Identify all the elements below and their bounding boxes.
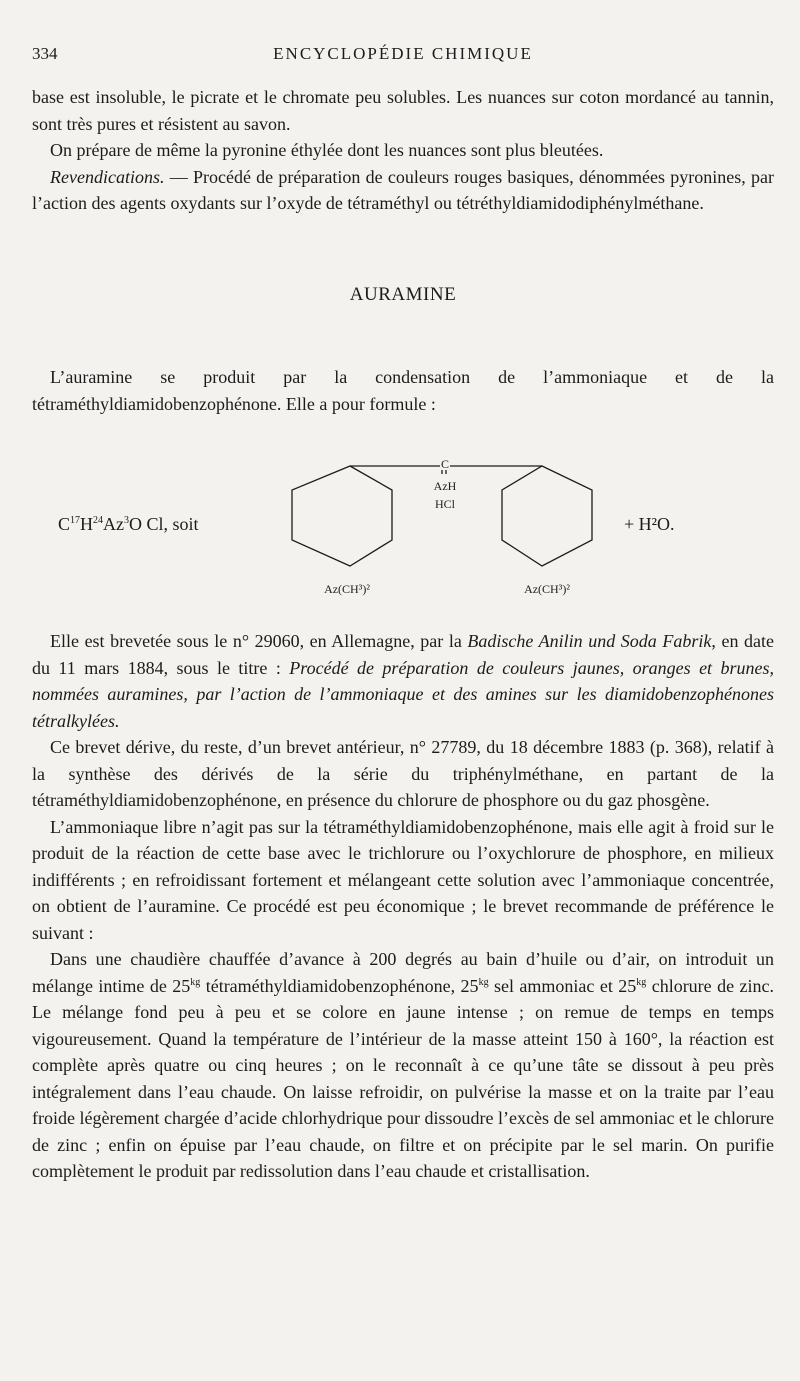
paragraph-ammoniaque: L’ammoniaque libre n’agit pas sur la tétraméthyldiamidobenzophénone, mais elle agit à froid sur le produit de la réaction de cette base avec le trichlorure ou l’oxychlorure de phosphore, en milieux indifférents ; en refroidissant fortement et mélangeant cette solution avec l’ammoniaque concentrée, on obtient de l’auramine. Ce procédé est peu économique ; le brevet recommande de préférence le suivant : <box>32 816 774 943</box>
benzene-ring-left <box>292 466 392 566</box>
revendications-text: — Procédé de préparation de couleurs rouges basiques, dénommées pyronines, par l’action des agents oxydants sur l’oxyde de tétraméthyl ou tétréthyldiamidodiphénylméthane. <box>32 166 774 213</box>
benzene-ring-right <box>502 466 592 566</box>
running-title: ENCYCLOPÉDIE CHIMIQUE <box>273 44 533 63</box>
page <box>32 0 774 1381</box>
paragraph-brevet-anterieur: Ce brevet dérive, du reste, d’un brevet antérieur, n° 27789, du 18 décembre 1883 (p. 368), relatif à la synthèse des dérivés de la série du triphénylméthane, en partant de la tétraméthyldiamidobenzophénone, en présence du chlorure de phosphore ou du gaz phosgène. <box>32 737 774 810</box>
paragraph-pyronine-ethylee: On prépare de même la pyronine éthylée dont les nuances sont plus bleutées. <box>50 140 604 160</box>
paragraph-revendications <box>32 164 774 217</box>
page-header <box>32 40 774 70</box>
dimethylamino-left: Az(CH³)² <box>324 582 370 596</box>
paragraph-intro: L’auramine se produit par la condensation de l’ammoniaque et de la tétraméthyldiamidobenzophénone. Elle a pour formule : <box>32 367 774 414</box>
auramine-intro <box>32 364 774 417</box>
hydrochloride: HCl <box>434 497 456 511</box>
dimethylamino-right: Az(CH³)² <box>524 582 570 596</box>
pyronine-paragraphs <box>32 84 774 217</box>
paragraph-procede: Dans une chaudière chauffée d’avance à 200 degrés au bain d’huile ou d’air, on introduit un mélange intime de $25^{kg}$ tétraméthyldiamidobenzophénone, $25^{kg}$ sel ammoniac et $25^{kg}$ chlorure de zinc. Le mélange fond peu à peu et se colore en jaune intense ; on remue de temps en temps vigoureusement. Quand la température de l’intérieur de la masse atteint 150 à 160°, la réaction est complète après quatre ou cinq heures ; on le reconnaît à ce qu’une tâte se dissout à peu près intégralement dans l’eau chaude. On laisse refroidir, on pulvérise la masse et on la traite par l’eau froide légèrement chargée d’acide chlorhydrique pour dissoudre l’excès de sel ammoniac et le chlorure de zinc ; enfin on épuise par l’eau chaude, on filtre et on précipite par le sel marin. On purifie complètement le produit par redissolution dans l’eau chaude et cristallisation. <box>32 949 775 1181</box>
section-title: AURAMINE <box>349 284 457 305</box>
paragraph-brevet: Elle est brevetée sous le n° 29060, en Allemagne, par la Badische Anilin und Soda Fabrik, en date du 11 mars 1884, sous le titre : Procédé de préparation de couleurs jaunes, oranges et brunes, nommées auramines, par l’action de l’ammoniaque et des amines sur les diamidobenzophénones tétralkylées. <box>32 631 774 731</box>
revendications-label: Revendications. <box>50 166 165 187</box>
page-number: 334 <box>32 44 58 63</box>
empirical-formula: $C^{17}H^{24}Az^3O$ Cl, soit <box>58 514 199 534</box>
patent-paragraphs <box>32 628 774 1185</box>
structural-formula <box>252 448 632 608</box>
imine-group: AzH <box>433 479 457 493</box>
patent-title: Procédé de préparation de couleurs jaunes, oranges et brunes, nommées auramines, par l’action de l’ammoniaque et des amines sur les diamidobenzophénones tétralkylées. <box>32 657 774 731</box>
carbon-atom: C <box>440 457 450 471</box>
water-term: + H²O. <box>624 514 675 534</box>
auramine-formula <box>32 448 774 608</box>
paragraph-soluble: base est insoluble, le picrate et le chromate peu solubles. Les nuances sur coton mordancé au tannin, sont très pures et résistent au savon. <box>32 87 774 134</box>
company-name: Badische Anilin und Soda Fabrik <box>467 631 712 651</box>
